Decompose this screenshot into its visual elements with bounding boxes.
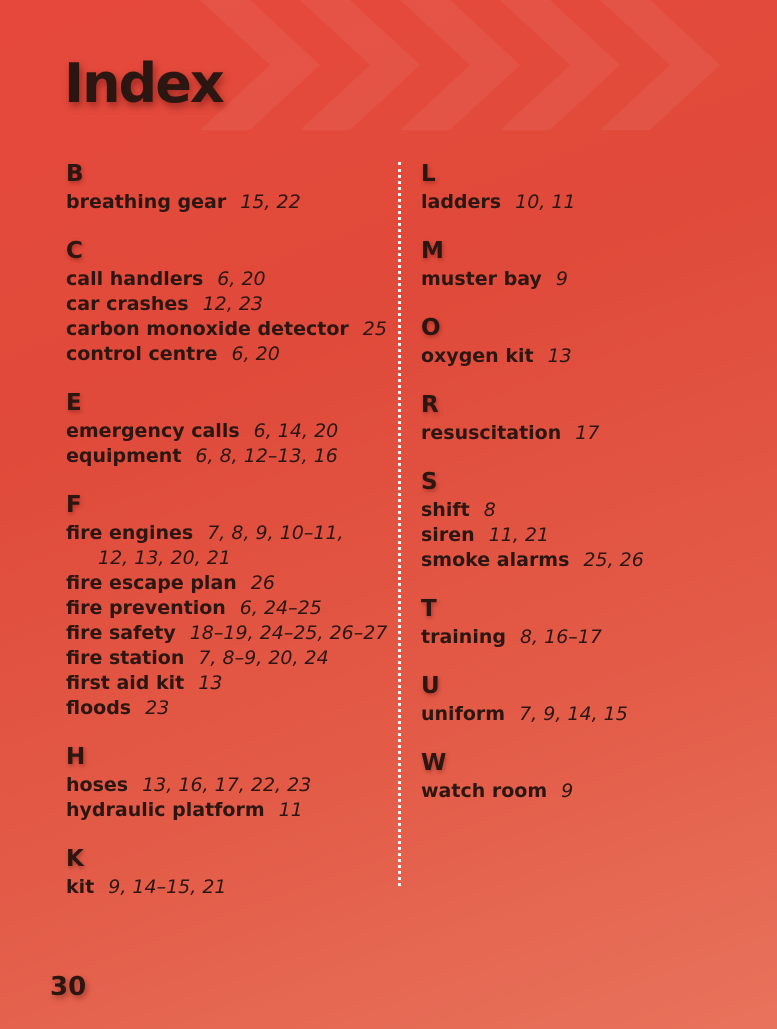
index-letter-heading: F: [66, 492, 82, 518]
index-entry: [66, 419, 386, 444]
index-entry: [66, 190, 386, 215]
index-term: siren: [421, 524, 475, 546]
index-page-refs: 8, 16–17: [519, 626, 602, 648]
index-page-refs: 9: [555, 268, 568, 290]
group-spacer: [66, 215, 386, 237]
index-page-refs: 17: [575, 422, 600, 444]
group-spacer: [421, 727, 751, 749]
index-group: [421, 672, 751, 727]
index-entry: [66, 773, 386, 798]
index-term: uniform: [421, 703, 506, 725]
index-page-refs: 13: [198, 672, 223, 694]
index-entry: [421, 344, 751, 369]
index-term: carbon monoxide detector: [66, 318, 349, 340]
group-spacer: [66, 721, 386, 743]
index-entry: [421, 702, 751, 727]
index-group: [421, 237, 751, 292]
group-spacer: [421, 369, 751, 391]
index-term: fire station: [66, 647, 185, 669]
index-letter-heading: M: [421, 238, 444, 264]
index-page-refs: 12, 23: [202, 293, 263, 315]
index-page-refs: 10, 11: [515, 191, 576, 213]
group-spacer: [421, 650, 751, 672]
index-entry: [66, 671, 386, 696]
index-page-refs: 25, 26: [583, 549, 644, 571]
index-page-refs: 6, 8, 12–13, 16: [195, 445, 338, 467]
index-group: [66, 237, 386, 367]
group-spacer: [421, 215, 751, 237]
index-entry: [66, 596, 386, 621]
index-group: [421, 468, 751, 573]
index-page-refs: 13: [547, 345, 572, 367]
index-term: training: [421, 626, 506, 648]
group-spacer: [421, 446, 751, 468]
index-group: [421, 749, 751, 804]
index-page-refs: 18–19, 24–25, 26–27: [189, 622, 388, 644]
index-page-refs: 6, 20: [231, 343, 280, 365]
index-entry: [66, 621, 386, 646]
index-entry: [66, 571, 386, 596]
group-spacer: [421, 573, 751, 595]
index-page-refs: 25: [362, 318, 387, 340]
index-page-refs: 9: [561, 780, 574, 802]
index-group: [421, 160, 751, 215]
index-entry: [421, 523, 751, 548]
index-term: smoke alarms: [421, 549, 570, 571]
index-entry: [66, 267, 386, 292]
index-group: [66, 743, 386, 823]
index-term: breathing gear: [66, 191, 227, 213]
index-letter-heading: T: [421, 596, 437, 622]
index-entry: [66, 521, 386, 546]
index-term: shift: [421, 499, 470, 521]
index-term: first aid kit: [66, 672, 185, 694]
index-page-refs: 11: [278, 799, 303, 821]
index-page-refs: 7, 9, 14, 15: [519, 703, 628, 725]
index-entry: [421, 190, 751, 215]
index-group: [66, 160, 386, 215]
index-entry: [66, 798, 386, 823]
index-term: oxygen kit: [421, 345, 534, 367]
index-term: hydraulic platform: [66, 799, 265, 821]
index-group: [421, 595, 751, 650]
page-number: 30: [50, 972, 87, 1002]
index-term: muster bay: [421, 268, 542, 290]
index-page-refs-continued: 12, 13, 20, 21: [98, 547, 231, 569]
group-spacer: [66, 823, 386, 845]
group-spacer: [66, 469, 386, 491]
index-page-refs: 9, 14–15, 21: [108, 876, 227, 898]
index-page-refs: 7, 8, 9, 10–11,: [207, 522, 344, 544]
index-entry: [421, 498, 751, 523]
index-page-refs: 7, 8–9, 20, 24: [198, 647, 329, 669]
index-term: resuscitation: [421, 422, 562, 444]
index-page-refs: 6, 20: [217, 268, 266, 290]
index-group: [66, 389, 386, 469]
index-entry: [66, 696, 386, 721]
index-page-refs: 11, 21: [488, 524, 550, 546]
index-column-right: [421, 160, 751, 804]
index-letter-heading: U: [421, 673, 440, 699]
index-term: fire prevention: [66, 597, 226, 619]
index-entry: [66, 317, 386, 342]
index-term: watch room: [421, 780, 548, 802]
index-letter-heading: B: [66, 161, 84, 187]
index-entry: [421, 779, 751, 804]
index-entry: [421, 625, 751, 650]
index-letter-heading: E: [66, 390, 82, 416]
index-letter-heading: S: [421, 469, 438, 495]
index-letter-heading: O: [421, 315, 441, 341]
index-entry: [421, 421, 751, 446]
index-group: [66, 491, 386, 721]
index-term: kit: [66, 876, 95, 898]
index-page-refs: 8: [483, 499, 496, 521]
index-column-left: [66, 160, 386, 900]
index-term: control centre: [66, 343, 218, 365]
index-entry: [66, 646, 386, 671]
index-letter-heading: K: [66, 846, 84, 872]
index-term: call handlers: [66, 268, 204, 290]
index-entry: [66, 875, 386, 900]
index-letter-heading: L: [421, 161, 436, 187]
page-title: Index: [64, 52, 223, 115]
group-spacer: [421, 292, 751, 314]
index-term: hoses: [66, 774, 129, 796]
index-group: [66, 845, 386, 900]
group-spacer: [66, 367, 386, 389]
index-page-refs: 6, 24–25: [239, 597, 322, 619]
index-term: car crashes: [66, 293, 189, 315]
index-page-refs: 26: [250, 572, 275, 594]
index-term: floods: [66, 697, 132, 719]
index-page-refs: 15, 22: [240, 191, 301, 213]
index-entry: [421, 548, 751, 573]
index-letter-heading: W: [421, 750, 447, 776]
index-entry: [66, 342, 386, 367]
index-term: fire safety: [66, 622, 176, 644]
index-entry: [421, 267, 751, 292]
index-letter-heading: C: [66, 238, 83, 264]
index-letter-heading: H: [66, 744, 86, 770]
index-entry: [66, 444, 386, 469]
index-term: ladders: [421, 191, 502, 213]
index-page-refs: 13, 16, 17, 22, 23: [142, 774, 312, 796]
index-page-refs: 6, 14, 20: [253, 420, 339, 442]
index-term: fire escape plan: [66, 572, 237, 594]
index-page-refs: 23: [145, 697, 170, 719]
index-group: [421, 391, 751, 446]
column-divider: [398, 162, 401, 886]
index-term: emergency calls: [66, 420, 240, 442]
index-letter-heading: R: [421, 392, 439, 418]
index-term: fire engines: [66, 522, 194, 544]
index-entry: [66, 292, 386, 317]
index-term: equipment: [66, 445, 182, 467]
index-group: [421, 314, 751, 369]
